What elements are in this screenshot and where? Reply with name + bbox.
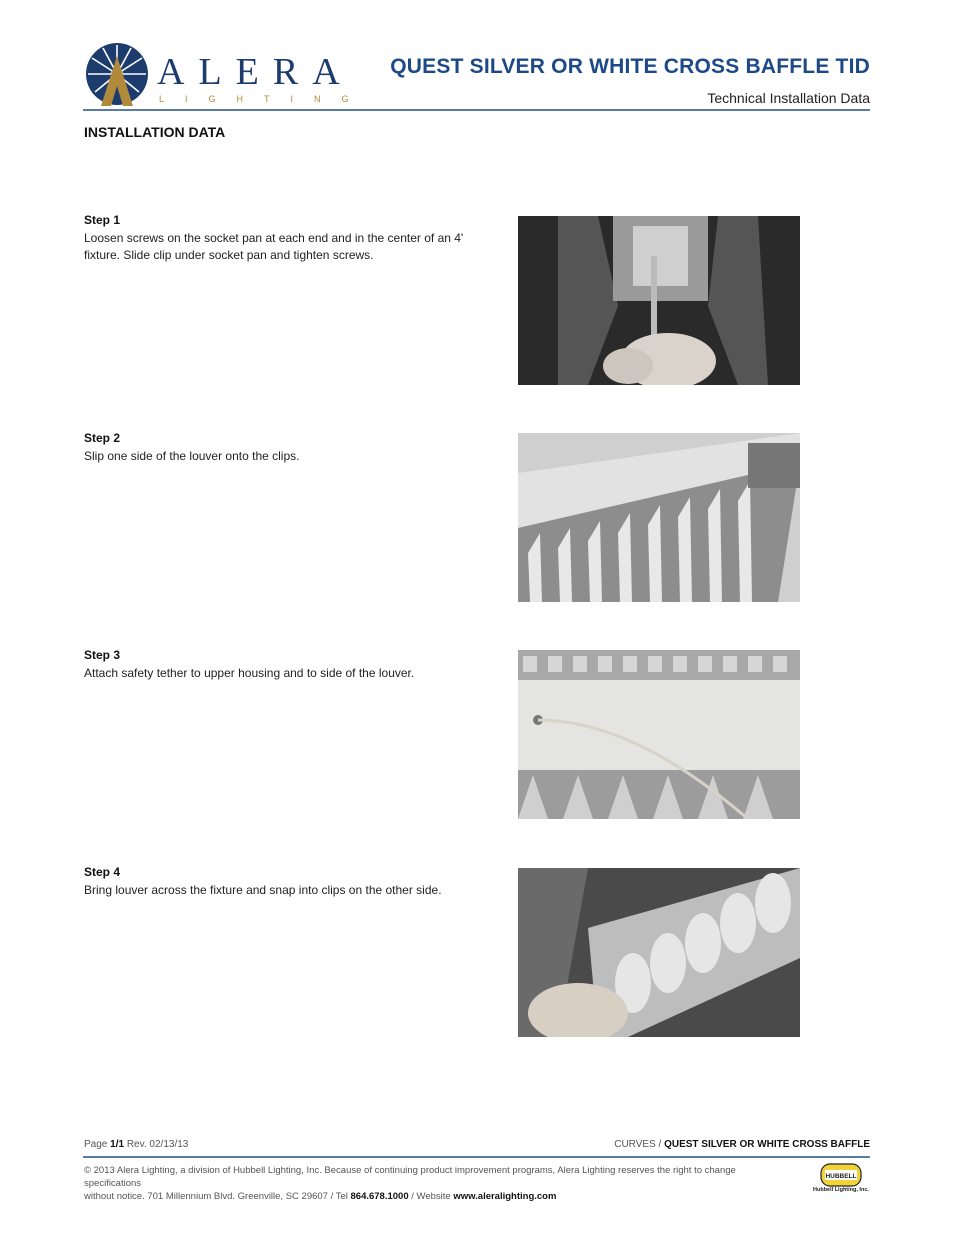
header-rule <box>83 109 870 111</box>
footer-rule <box>83 1156 870 1158</box>
website-link[interactable]: www.aleralighting.com <box>453 1191 557 1202</box>
section-title: INSTALLATION DATA <box>84 124 226 140</box>
product-breadcrumb: CURVES / QUEST SILVER OR WHITE CROSS BAFFLE <box>614 1139 870 1150</box>
step-2-photo <box>518 433 800 602</box>
sunburst-logo-icon <box>83 42 153 108</box>
step-3-photo <box>518 650 800 819</box>
page-subtitle: Technical Installation Data <box>707 90 870 106</box>
alera-logo <box>83 42 370 108</box>
phone-number: 864.678.1000 <box>350 1191 409 1202</box>
step-4-text: Bring louver across the fixture and snap into clips on the other side. <box>84 883 442 897</box>
step-1-heading: Step 1 <box>84 213 121 227</box>
step-2-heading: Step 2 <box>84 431 121 445</box>
logo-subtext: LIGHTING <box>159 94 370 104</box>
step-2-text: Slip one side of the louver onto the clips. <box>84 449 300 463</box>
step-4-photo <box>518 868 800 1037</box>
legal-line-1: © 2013 Alera Lighting, a division of Hubbell Lighting, Inc. Because of continuing product improvement programs, Alera Lighting reserves the right to change specifications <box>84 1165 736 1189</box>
step-3-text: Attach safety tether to upper housing and to side of the louver. <box>84 666 415 680</box>
step-3-heading: Step 3 <box>84 648 121 662</box>
page-number: Page 1/1 Rev. 02/13/13 <box>84 1139 189 1150</box>
step-4-heading: Step 4 <box>84 865 121 879</box>
logo-wordmark: ALERA <box>157 51 354 93</box>
hubbell-label: Hubbell Lighting, Inc. <box>813 1187 869 1193</box>
legal-notice <box>84 1164 784 1203</box>
hubbell-mark: HUBBELL <box>825 1173 857 1180</box>
page-title: QUEST SILVER OR WHITE CROSS BAFFLE TID <box>390 55 870 78</box>
step-1-text: Loosen screws on the socket pan at each end and in the center of an 4' fixture. Slide clip under socket pan and tighten screws. <box>84 231 464 262</box>
step-1-photo <box>518 216 800 385</box>
legal-line-2: without notice. 701 Millennium Blvd. Greenville, SC 29607 / Tel 864.678.1000 / Website www.aleralighting.com <box>84 1191 557 1202</box>
